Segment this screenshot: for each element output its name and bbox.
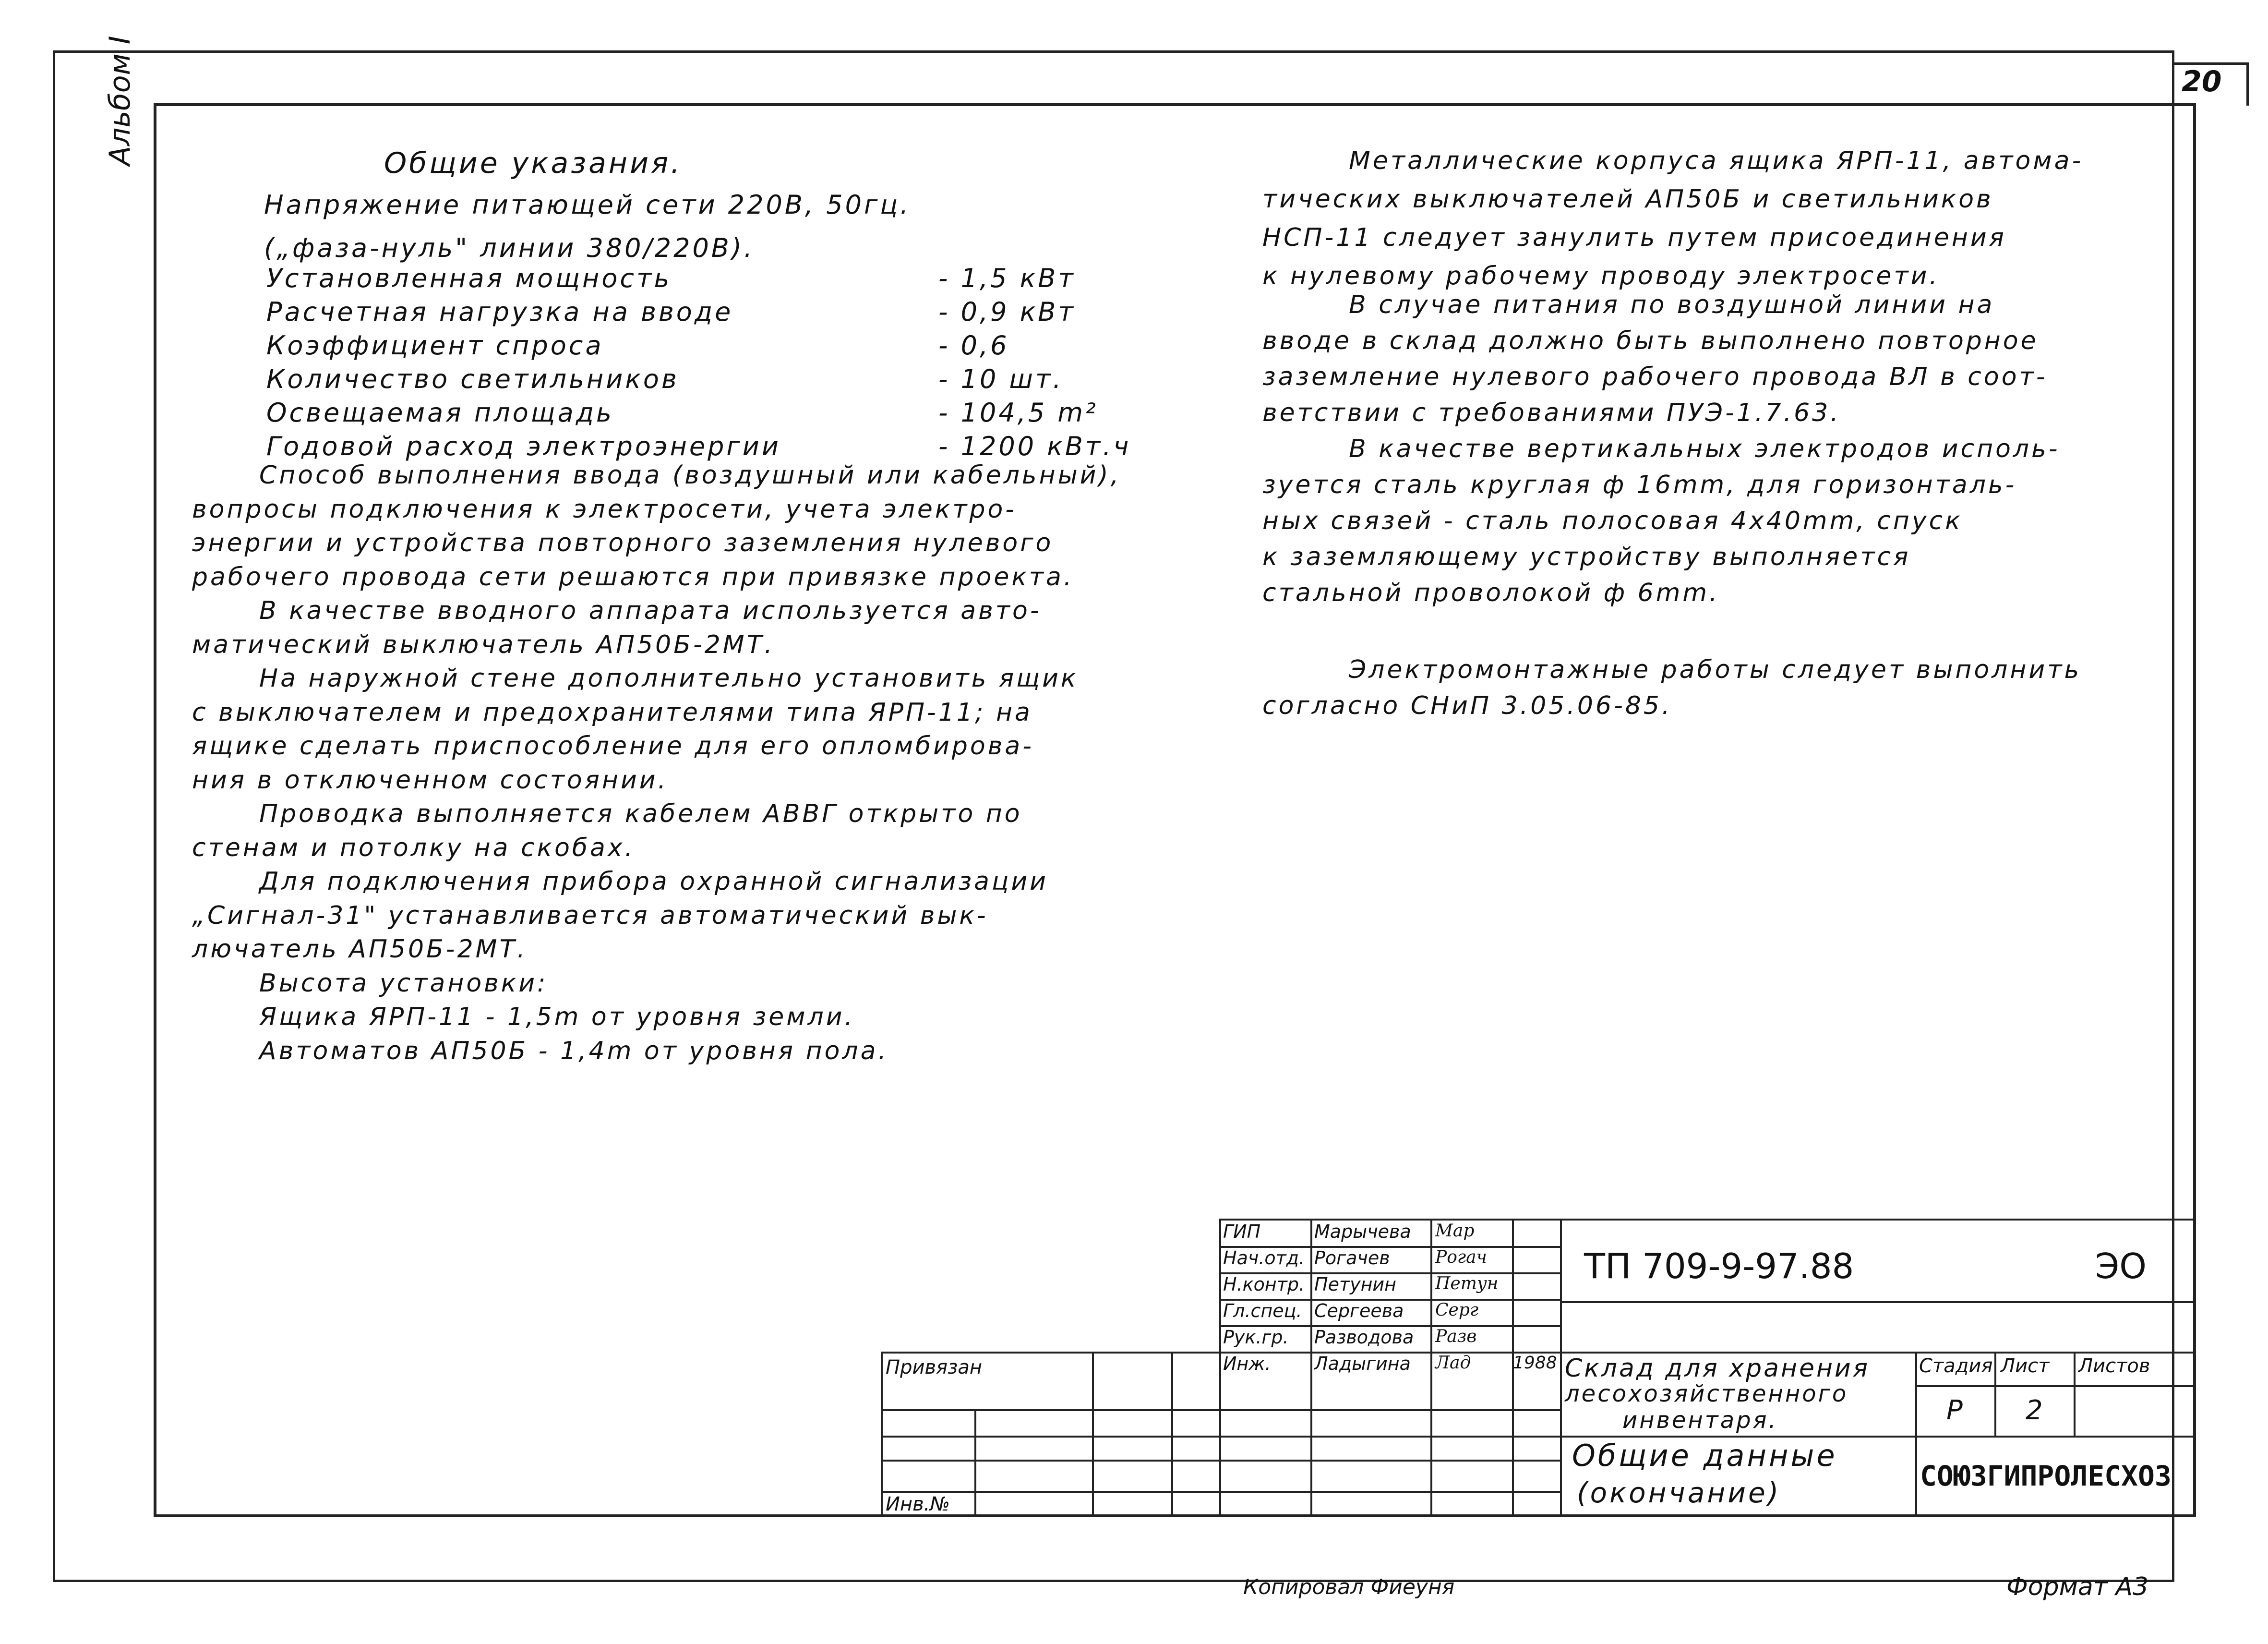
phase-line: („фаза-нуль" линии 380/220В). — [264, 233, 755, 263]
signature-role: Нач.отд. — [1223, 1247, 1305, 1269]
signature-mark: Лад — [1435, 1353, 1471, 1373]
paragraph-line: лючатель АП50Б-2МТ. — [192, 935, 528, 964]
object-title-3: инвентаря. — [1622, 1407, 1778, 1434]
sheet-number: 20 — [2182, 65, 2222, 98]
signature-mark: Мар — [1435, 1221, 1475, 1241]
sheets-label: Листов — [2078, 1355, 2150, 1377]
right-line: вводе в склад должно быть выполнено повторное — [1262, 326, 2039, 355]
signature-mark: Рогач — [1435, 1247, 1487, 1267]
right-line: ветствии с требованиями ПУЭ-1.7.63. — [1262, 399, 1841, 427]
right-line: ных связей - сталь полосовая 4х40mm, спуск — [1262, 507, 1963, 535]
signature-date: 1988 — [1513, 1353, 1557, 1373]
paragraph-line: „Сигнал-31" устанавливается автоматический вык- — [192, 901, 988, 930]
paragraph-line: Высота установки: — [259, 968, 548, 998]
signature-role: Инж. — [1223, 1353, 1271, 1374]
right-line: Металлические корпуса ящика ЯРП-11, автома- — [1349, 146, 2084, 175]
project-code: ТП 709-9-97.88 — [1584, 1246, 1854, 1286]
right-final-line: Электромонтажные работы следует выполнить — [1349, 655, 2082, 684]
signature-name: Ладыгина — [1314, 1353, 1411, 1374]
parameter-value: - 104,5 m² — [938, 398, 1098, 428]
right-line: зуется сталь круглая ф 16mm, для горизонталь- — [1262, 471, 2017, 499]
signature-name: Рогачев — [1314, 1247, 1390, 1269]
paragraph-line: Способ выполнения ввода (воздушный или кабельный), — [259, 461, 1121, 490]
signature-role: ГИП — [1223, 1221, 1261, 1242]
right-line: к заземляющему устройству выполняется — [1262, 543, 1911, 571]
right-line: тических выключателей АП50Б и светильников — [1262, 185, 1993, 214]
parameter-value: - 0,6 — [938, 330, 1009, 361]
stage-value: Р — [1946, 1395, 1963, 1426]
parameter-value: - 1,5 кВт — [938, 263, 1076, 293]
signature-role: Н.контр. — [1223, 1274, 1305, 1295]
signature-name: Марычева — [1314, 1221, 1411, 1242]
object-title-2: лесохозяйственного — [1565, 1380, 1848, 1407]
paragraph-line: На наружной стене дополнительно установить ящик — [259, 664, 1079, 693]
object-title-1: Склад для хранения — [1565, 1354, 1870, 1383]
voltage-line: Напряжение питающей сети 220В, 50гц. — [264, 190, 911, 220]
parameter-value: - 10 шт. — [938, 364, 1064, 394]
paragraph-line: ния в отключенном состоянии. — [192, 765, 669, 795]
right-final-line: согласно СНиП 3.05.06-85. — [1262, 691, 1672, 720]
parameter-value: - 0,9 кВт — [938, 297, 1076, 327]
paragraph-line: с выключателем и предохранителями типа ЯРП-11; на — [192, 698, 1032, 727]
right-line: стальной проволокой ф 6mm. — [1262, 579, 1720, 607]
sheet-title-1: Общие данные — [1572, 1438, 1837, 1473]
signature-mark: Разв — [1435, 1327, 1477, 1346]
signature-role: Рук.гр. — [1223, 1327, 1289, 1348]
paragraph-line: Ящика ЯРП-11 - 1,5m от уровня земли. — [259, 1003, 855, 1031]
paragraph-line: стенам и потолку на скобах. — [192, 833, 636, 862]
signature-mark: Петун — [1435, 1274, 1499, 1293]
paragraph-line: В качестве вводного аппарата используется авто- — [259, 596, 1042, 625]
signature-mark: Серг — [1435, 1300, 1479, 1320]
paragraph-line: энергии и устройства повторного заземления нулевого — [192, 529, 1054, 557]
paragraph-line: ящике сделать приспособление для его опломбирова- — [192, 732, 1034, 761]
parameter-label: Количество светильников — [266, 364, 679, 394]
format-label: Формат А3 — [2006, 1572, 2149, 1601]
organization: СОЮЗГИПРОЛЕСХОЗ — [1920, 1460, 2172, 1492]
signature-name: Сергеева — [1314, 1300, 1404, 1321]
sheet-code: ЭО — [2095, 1246, 2147, 1286]
parameter-label: Расчетная нагрузка на вводе — [266, 297, 733, 327]
paragraph-line: Для подключения прибора охранной сигнализации — [259, 867, 1048, 896]
parameter-label: Коэффициент спроса — [266, 330, 604, 361]
right-line: НСП-11 следует занулить путем присоединения — [1262, 223, 2006, 252]
album-label: Альбом I — [103, 36, 137, 166]
inventory-label: Инв.№ — [886, 1493, 950, 1515]
general-instructions-heading: Общие указания. — [384, 146, 683, 180]
signature-name: Разводова — [1314, 1327, 1414, 1348]
signature-role: Гл.спец. — [1223, 1300, 1302, 1321]
parameter-label: Освещаемая площадь — [266, 398, 614, 428]
right-line: В качестве вертикальных электродов исполь- — [1349, 435, 2060, 463]
paragraph-line: вопросы подключения к электросети, учета электро- — [192, 495, 1017, 524]
parameter-label: Годовой расход электроэнергии — [266, 431, 781, 461]
sheet-label: Лист — [2001, 1355, 2050, 1377]
attached-label: Привязан — [886, 1356, 983, 1378]
right-line: В случае питания по воздушной линии на — [1349, 290, 1995, 319]
stage-label: Стадия — [1919, 1355, 1993, 1377]
paragraph-line: Проводка выполняется кабелем АВВГ открыто по — [259, 799, 1022, 828]
sheet-title-2: (окончание) — [1577, 1476, 1781, 1509]
paragraph-line: матический выключатель АП50Б-2МТ. — [192, 630, 775, 659]
paragraph-line: рабочего провода сети решаются при привязке проекта. — [192, 562, 1074, 592]
sheet-value: 2 — [2026, 1395, 2043, 1426]
signature-name: Петунин — [1314, 1274, 1396, 1295]
paragraph-line: Автоматов АП50Б - 1,4m от уровня пола. — [259, 1036, 889, 1065]
right-line: к нулевому рабочему проводу электросети. — [1262, 262, 1940, 290]
parameter-value: - 1200 кВт.ч — [938, 431, 1131, 461]
right-line: заземление нулевого рабочего провода ВЛ в соот- — [1262, 363, 2048, 391]
copied-by: Копировал Фиеуня — [1243, 1575, 1455, 1599]
parameter-label: Установленная мощность — [266, 263, 672, 293]
